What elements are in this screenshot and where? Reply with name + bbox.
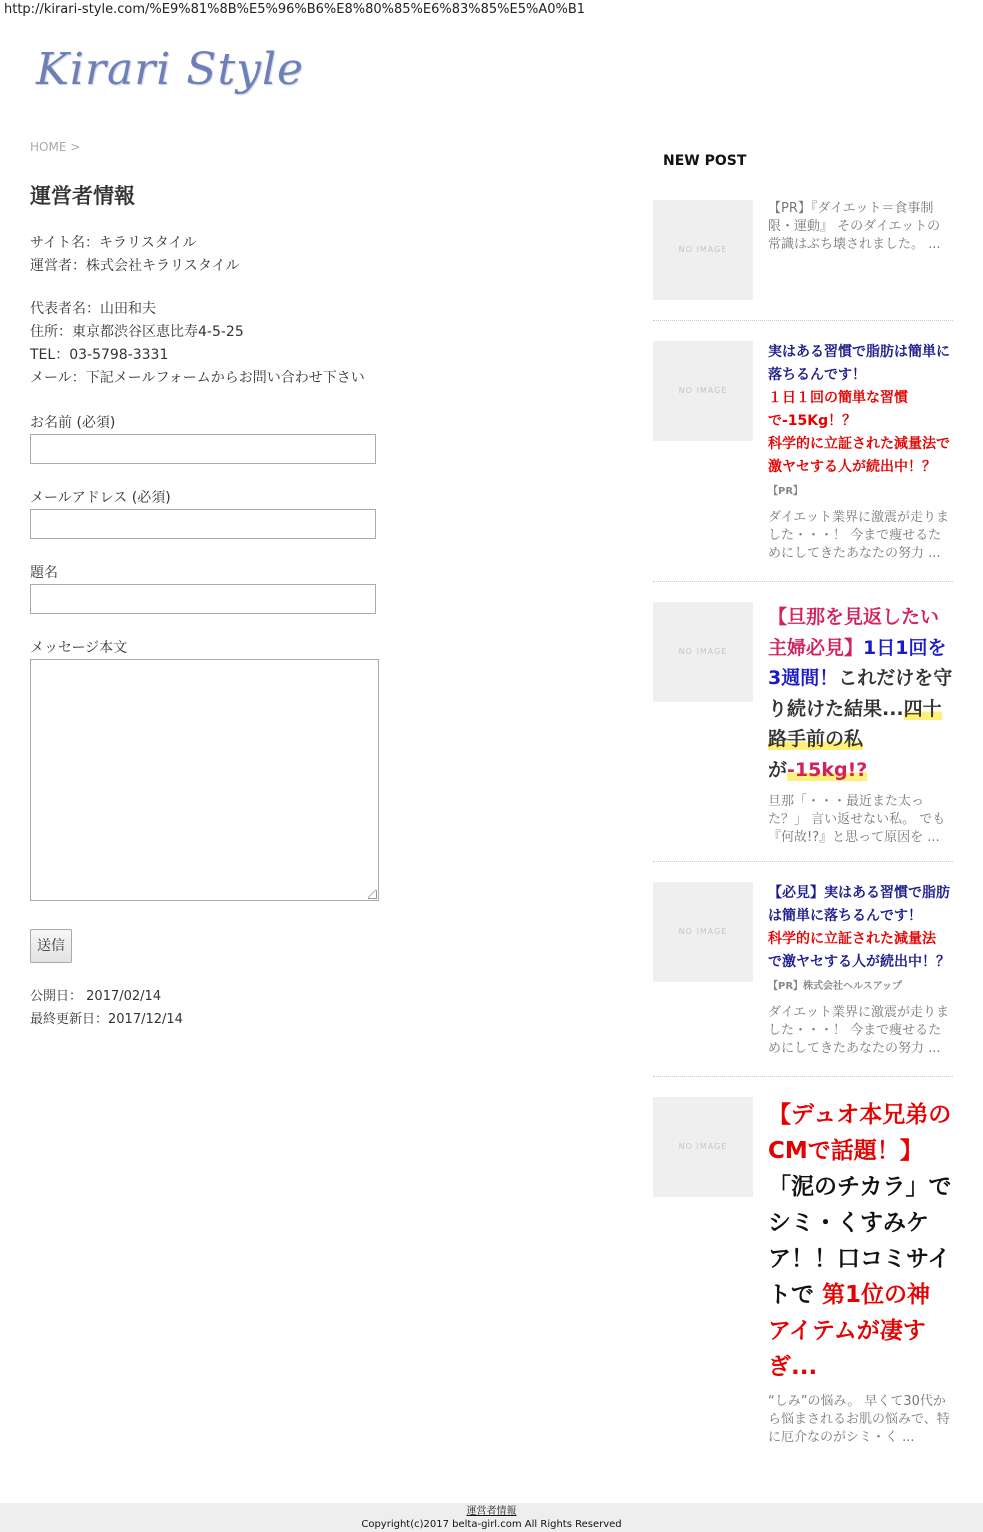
post-excerpt: ダイエット業界に激震が走りました・・・！ 今まで痩せるためにしてきたあなたの努力 ... (768, 1005, 949, 1056)
contact-info-block (30, 298, 365, 390)
title-part: 【旦那を見返したい主婦必見】 (768, 606, 940, 659)
post-divider (653, 581, 953, 582)
post-excerpt: “しみ”の悩み。 早くて30代から悩まされるお肌の悩みで、特に厄介なのがシミ・く ... (768, 1394, 950, 1445)
published-label: 公開日： (30, 989, 83, 1004)
post-excerpt: ダイエット業界に激震が走りました・・・！ 今まで痩せるためにしてきたあなたの努力 ... (768, 510, 949, 561)
post-title[interactable] (768, 341, 953, 503)
email-field[interactable] (30, 509, 376, 539)
post-divider (653, 1076, 953, 1077)
submit-button[interactable]: 送信 (30, 929, 72, 963)
info-address: 住所：東京都渋谷区恵比寿4-5-25 (30, 324, 244, 340)
info-operator: 運営者：株式会社キラリスタイル (30, 258, 240, 274)
sidebar-title: NEW POST (663, 153, 747, 169)
info-representative: 代表者名：山田和夫 (30, 301, 156, 317)
subject-label: 題名 (30, 565, 58, 581)
title-part: 1日1回を3週間！ (768, 636, 947, 689)
post-divider (653, 861, 953, 862)
title-part: 「泥のチカラ」でシミ・くすみケア！！口コミサイトで (768, 1174, 952, 1308)
page-title: 運営者情報 (30, 184, 135, 208)
post-title[interactable] (768, 1097, 953, 1385)
name-field[interactable] (30, 434, 376, 464)
copyright: Copyright(c)2017 belta-girl.com All Rights Reserved (361, 1519, 622, 1530)
name-label: お名前 (必須) (30, 415, 116, 431)
post-thumbnail[interactable]: NO IMAGE (653, 341, 753, 441)
pr-tag: 【PR】株式会社ヘルスアップ (768, 981, 903, 992)
footer-link[interactable]: 運営者情報 (466, 1506, 517, 1517)
title-part-highlight: 四十路手前の私 (768, 697, 942, 750)
info-tel: TEL：03-5798-3331 (30, 347, 169, 363)
post-title[interactable] (768, 882, 953, 998)
post-divider (653, 320, 953, 321)
title-part: 科学的に立証された減量法で激ヤセする人が続出中！？ (768, 436, 950, 475)
title-part: 実はある習慣で脂肪は簡単に落ちるんです！ (768, 344, 950, 383)
post-thumbnail[interactable]: NO IMAGE (653, 200, 753, 300)
breadcrumb-separator: > (70, 140, 81, 154)
updated-label: 最終更新日： (30, 1012, 109, 1027)
title-part: 【デュオ本兄弟のCMで話題！】 (768, 1102, 952, 1164)
title-part: １日１回の簡単な習慣で-15Kg！？ (768, 390, 908, 429)
info-mail: メール：下記メールフォームからお問い合わせ下さい (30, 370, 365, 386)
footer (0, 1503, 983, 1532)
resize-handle-icon[interactable] (368, 890, 377, 899)
title-part: 科学的に立証された減量法 (768, 931, 936, 947)
breadcrumb-home-link[interactable]: HOME (30, 140, 67, 154)
address-bar-url: http://kirari-style.com/%E9%81%8B%E5%96%B6%E8%80%85%E6%83%85%E5%A0%B1 (4, 2, 586, 17)
title-part-highlight: -15kg!? (787, 758, 868, 781)
message-label: メッセージ本文 (30, 640, 128, 656)
info-site-name: サイト名：キラリスタイル (30, 235, 197, 251)
published-date: 2017/02/14 (86, 989, 162, 1004)
title-part: が (768, 758, 788, 781)
updated-date: 2017/12/14 (108, 1012, 183, 1027)
title-part: これだけを守り続けた結果... (768, 667, 953, 720)
post-title[interactable]: 【PR】『ダイエット＝食事制限・運動』 そのダイエットの常識はぶち壊されました。 ... (768, 201, 941, 252)
post-dates (30, 985, 183, 1031)
site-info-block (30, 232, 239, 278)
post-excerpt: 旦那「・・・最近また太った？」 言い返せない私。 でも『何故!?』と思って原因を ... (768, 794, 946, 845)
site-logo[interactable]: Kirari Style (36, 44, 305, 95)
title-part: 第1位の神アイテムが凄すぎ... (768, 1282, 931, 1380)
post-thumbnail[interactable]: NO IMAGE (653, 1097, 753, 1197)
pr-tag: 【PR】 (768, 486, 804, 497)
post-thumbnail[interactable]: NO IMAGE (653, 602, 753, 702)
title-part: で激ヤセする人が続出中！？ (768, 954, 950, 970)
post-thumbnail[interactable]: NO IMAGE (653, 882, 753, 982)
post-title[interactable] (768, 602, 953, 785)
title-part: 【必見】実はある習慣で脂肪は簡単に落ちるんです！ (768, 885, 950, 924)
breadcrumb (30, 140, 80, 154)
subject-field[interactable] (30, 584, 376, 614)
email-label: メールアドレス (必須) (30, 490, 171, 506)
message-textarea[interactable] (30, 659, 379, 901)
